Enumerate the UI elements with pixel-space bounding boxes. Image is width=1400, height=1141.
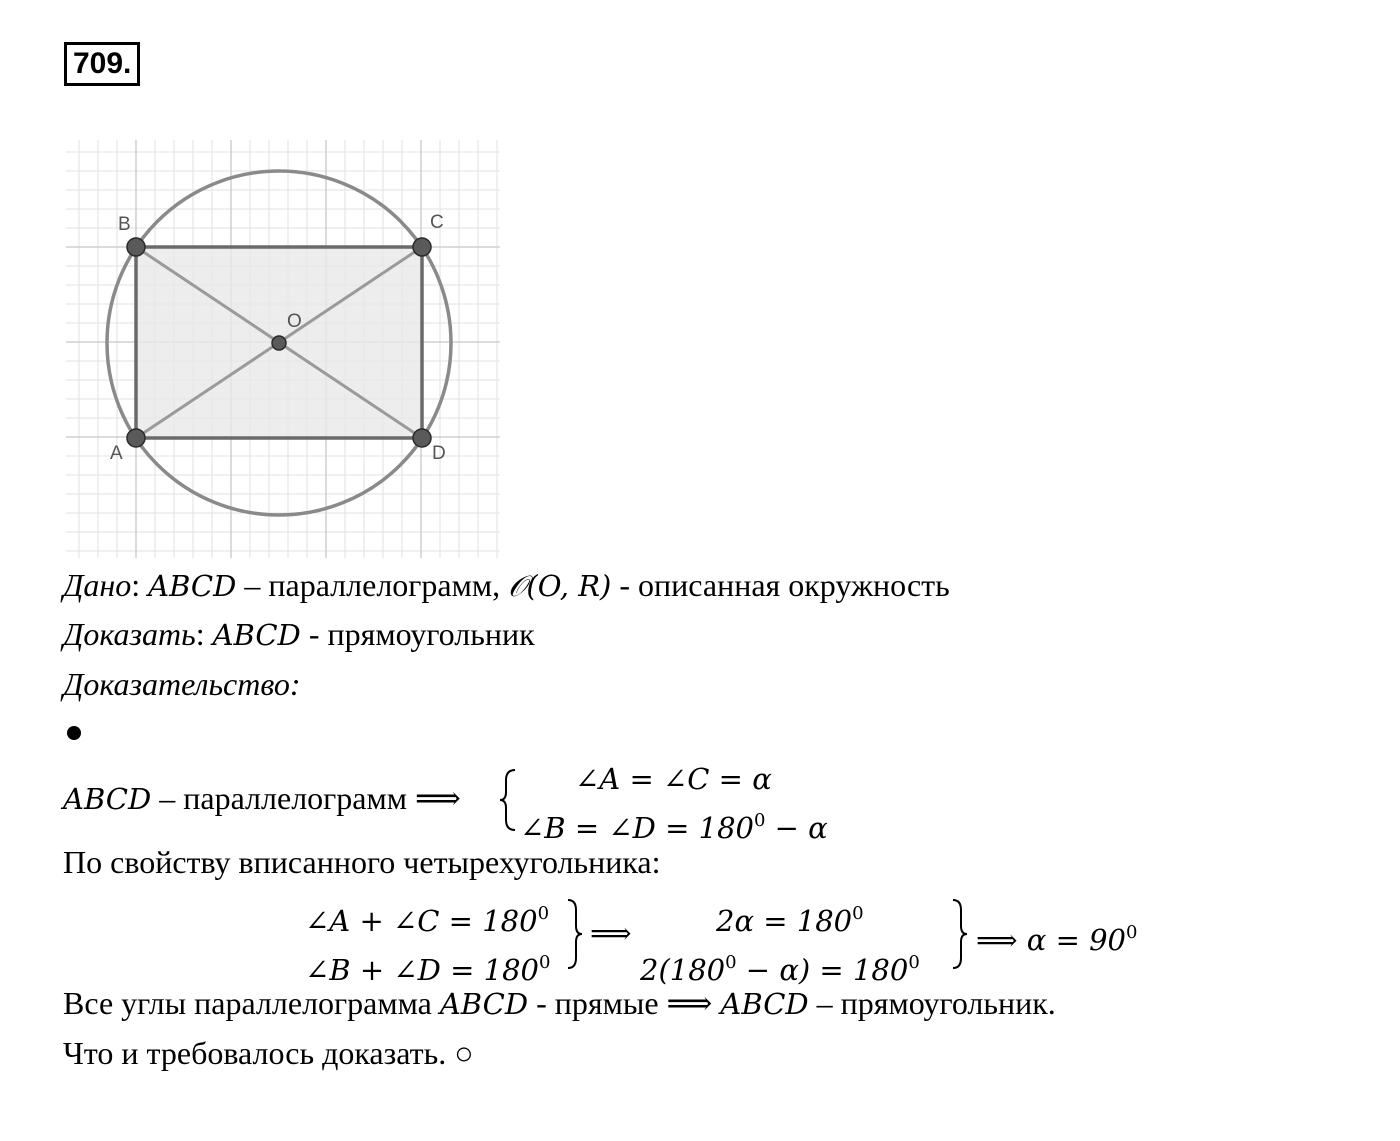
step2-arrow: ⟹	[590, 916, 632, 950]
label-c: C	[430, 212, 444, 233]
bullet	[67, 726, 81, 740]
given-text: – параллелограмм,	[236, 567, 509, 603]
step2-result: ⟹ $\alpha = 90^0$	[976, 922, 1138, 957]
label-d: D	[432, 443, 446, 464]
step2-l2: ∠B + ∠D = $180^0$	[305, 952, 551, 987]
given-circle: 𝒪(O, R)	[508, 569, 612, 603]
proof-label: Доказательство:	[63, 666, 301, 702]
step1-object: ABCD	[63, 782, 152, 816]
step2-m2: $2(180^0 - \alpha) = 180^0$	[640, 952, 920, 987]
geometry-figure	[66, 140, 500, 558]
prove-label: Доказать	[63, 616, 196, 652]
step2-m1: $2\alpha = 180^0$	[716, 903, 864, 938]
step2-mid-system	[640, 893, 920, 991]
point-c	[413, 238, 431, 256]
label-o: O	[287, 311, 302, 332]
point-o	[272, 336, 286, 350]
prove-object: ABCD	[212, 618, 301, 652]
conclusion-line: Все углы параллелограмма ABCD - прямые ⟹ ABCD – прямоугольник.	[63, 985, 1056, 1021]
point-d	[413, 429, 431, 447]
step1-text: – параллелограмм ⟹	[151, 780, 461, 816]
given-tail: - описанная окружность	[611, 567, 950, 603]
prove-text: - прямоугольник	[300, 616, 535, 652]
step2-text: По свойству вписанного четырехугольника:	[63, 844, 661, 880]
label-a: A	[110, 443, 123, 464]
step1-eq1: ∠A = ∠C = α	[575, 762, 772, 796]
point-a	[127, 429, 145, 447]
conclusion-object-1: ABCD	[439, 987, 529, 1021]
step1-line	[63, 778, 461, 819]
qed-line: Что и требовалось доказать. ○	[63, 1035, 474, 1071]
step2-brace-right	[951, 898, 969, 970]
step1-brace	[498, 768, 518, 832]
step2-l1: ∠A + ∠C = $180^0$	[305, 903, 550, 938]
given-line: Дано: ABCD – параллелограмм, 𝒪(O, R) - описанная окружность	[63, 567, 950, 603]
prove-line: Доказать: ABCD - прямоугольник	[63, 616, 535, 652]
step1-system	[520, 758, 828, 849]
step2-brace-left	[566, 898, 584, 970]
step1-eq2: ∠B = ∠D = $180^0 - \alpha$	[520, 810, 828, 845]
given-object: ABCD	[148, 569, 237, 603]
step2-left-system	[305, 893, 550, 991]
conclusion-object-2: ABCD	[720, 987, 809, 1021]
problem-number: 709.	[64, 42, 140, 86]
label-b: B	[118, 214, 131, 235]
point-b	[127, 238, 145, 256]
given-label: Дано	[63, 567, 132, 603]
